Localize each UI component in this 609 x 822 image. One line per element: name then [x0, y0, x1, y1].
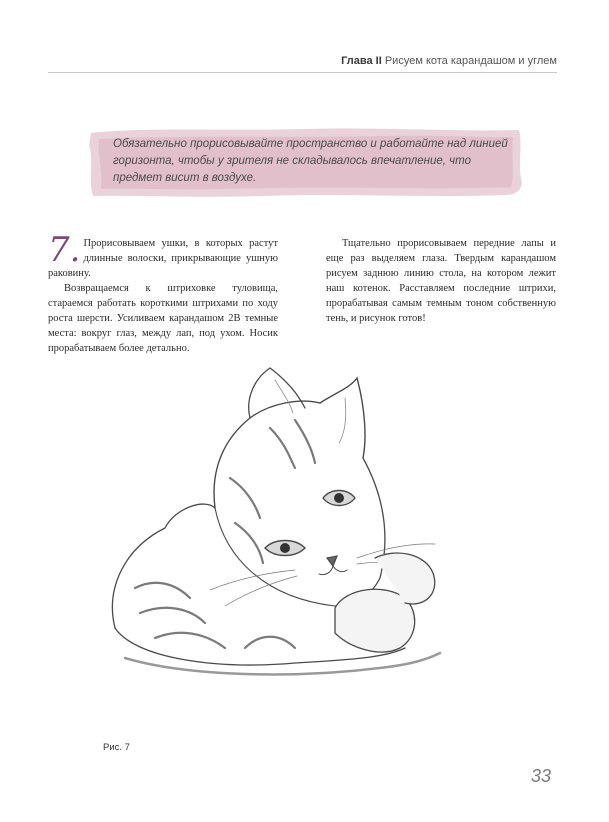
page-number: 33: [530, 766, 551, 786]
chapter-title: Рисуем кота карандашом и углем: [384, 55, 557, 67]
kitten-illustration: [95, 358, 455, 703]
step-paragraph: 7. Прорисовываем ушки, в которых растут длинные волоски, прикрывающие ушную раковину.: [48, 230, 278, 279]
step-text-right: [326, 236, 556, 326]
chapter-label: Глава II: [341, 55, 382, 67]
step-paragraph: Возвращаемся к штриховке туловища, стараемся работать короткими штрихами по ходу роста шерсти. Усиливаем карандашом 2B темные места: вокруг глаз, между лап, под ухом. Носик прорабатываем более детально.: [48, 283, 278, 354]
running-header: [341, 55, 557, 67]
header-rule: [48, 72, 557, 73]
step-paragraph: Тщательно прорисовываем передние лапы и еще раз выделяем глаза. Твердым карандашом рисуем заднюю линию стола, на котором лежит наш котенок. Расставляем последние штрихи, прорабатывая самым темным тоном собственную тень, и рисунок готов!: [326, 238, 556, 324]
step-number: 7.: [48, 230, 81, 270]
step-text-left: [48, 230, 278, 356]
kitten-drawing: [95, 358, 455, 703]
figure-caption: Рис. 7: [103, 742, 130, 753]
callout-text: Обязательно прорисовывайте пространство и работайте над линией горизонта, чтобы у зрителя не складывалось впечатление, что предмет висит в воздухе.: [113, 138, 508, 184]
tip-callout: [85, 125, 525, 200]
